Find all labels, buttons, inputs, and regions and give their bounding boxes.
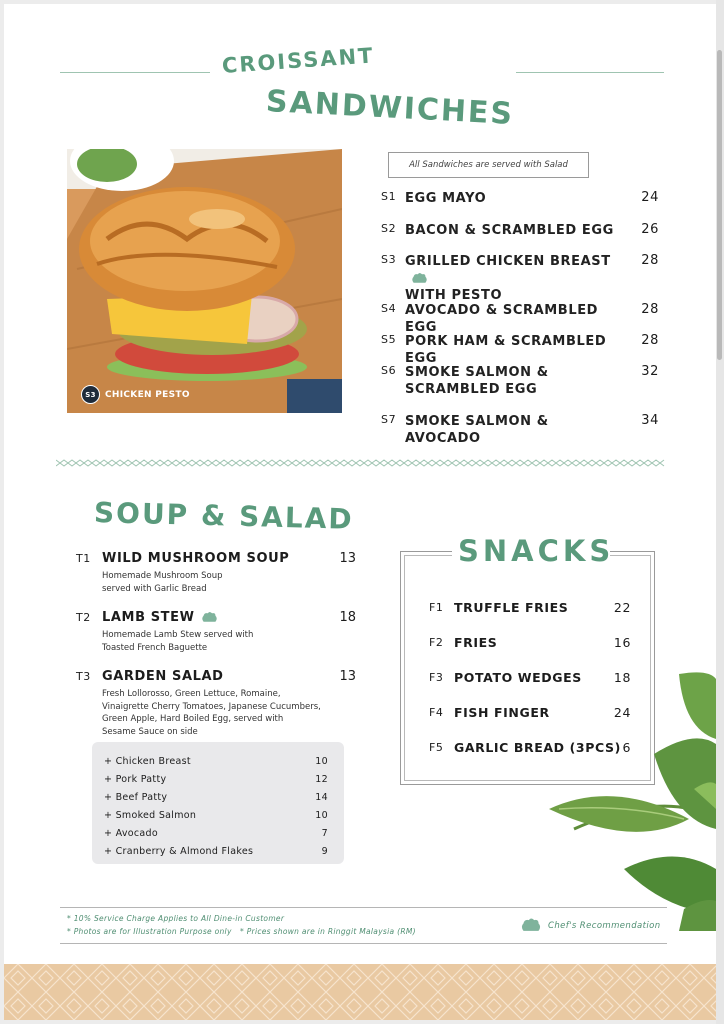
section-title-croissant: CROISSANT: [221, 43, 376, 78]
item-name: GARLIC BREAD (3PCS): [454, 740, 621, 755]
desc-line: served with Garlic Bread: [102, 583, 207, 594]
item-name: WILD MUSHROOM SOUP: [102, 551, 290, 566]
item-price: 28: [641, 333, 659, 348]
salad-note: All Sandwiches are served with Salad: [388, 152, 589, 178]
item-code: F5: [429, 741, 444, 754]
desc-line: Homemade Lamb Stew served with: [102, 630, 254, 640]
item-price: 32: [641, 364, 659, 379]
item-description: [102, 629, 337, 654]
footer-photo-note: * Photos are for Illustration Purpose only: [67, 927, 232, 936]
menu-item-s4: [381, 302, 659, 335]
menu-item-s2: [381, 222, 659, 240]
addon-name: + Smoked Salmon: [104, 810, 197, 821]
menu-item-t3: [76, 669, 356, 741]
addon-item: [104, 774, 328, 785]
item-price: 26: [641, 222, 659, 237]
menu-page: [4, 4, 716, 1020]
menu-item-f2: [429, 635, 631, 653]
item-description: [102, 688, 352, 738]
item-price: 24: [613, 705, 631, 720]
footer-rule-bottom: [60, 943, 667, 944]
chef-hat-icon: [201, 611, 218, 624]
addon-price: 14: [315, 792, 328, 803]
footer-currency-note: * Prices shown are in Ringgit Malaysia (RM): [240, 927, 416, 936]
item-name: GARDEN SALAD: [102, 669, 224, 684]
item-name: SMOKE SALMON & AVOCADO: [405, 414, 549, 446]
item-name: AVOCADO & SCRAMBLED EGG: [405, 303, 599, 335]
section-title-soup-salad: SOUP & SALAD: [93, 496, 355, 536]
item-name: FISH FINGER: [454, 705, 550, 720]
addon-price: 12: [315, 774, 328, 785]
menu-item-t2: [76, 610, 356, 656]
menu-item-s3: [381, 253, 659, 303]
item-name: TRUFFLE FRIES: [454, 600, 569, 615]
addon-name: + Cranberry & Almond Flakes: [104, 846, 254, 857]
item-name: EGG MAYO: [405, 191, 487, 206]
item-code: S7: [381, 413, 397, 426]
croissant-sandwich-illustration: [67, 149, 342, 413]
item-code: S1: [381, 190, 397, 203]
item-price: 28: [641, 253, 659, 268]
addon-price: 10: [315, 756, 328, 767]
addon-item: [104, 828, 328, 839]
item-name: [405, 253, 625, 304]
desc-line: Toasted French Baguette: [102, 642, 208, 653]
vertical-scrollbar[interactable]: [716, 0, 724, 1024]
title-rule-left: [60, 72, 210, 73]
item-price: 28: [641, 302, 659, 317]
footer-rule-top: [60, 907, 667, 908]
title-rule-right: [516, 72, 664, 73]
item-price: 13: [339, 551, 356, 566]
leaf-plant-icon: [544, 669, 716, 931]
item-code: T1: [76, 552, 91, 565]
item-name-text: LAMB STEW: [102, 610, 195, 625]
item-code: F3: [429, 671, 444, 684]
addon-item: [104, 792, 328, 803]
addon-price: 9: [321, 846, 328, 857]
item-price: 24: [641, 190, 659, 205]
photo-caption-text: CHICKEN PESTO: [105, 389, 190, 400]
chef-recommendation-legend: [520, 918, 660, 933]
item-code: T3: [76, 670, 91, 683]
item-name: [405, 364, 625, 398]
addon-name: + Chicken Breast: [104, 756, 191, 767]
section-title-snacks: SNACKS: [458, 534, 615, 568]
item-price: 18: [613, 670, 631, 685]
item-price: 13: [339, 669, 356, 684]
desc-line: Green Apple, Hard Boiled Egg, served with: [102, 714, 284, 724]
item-name-line1: GRILLED CHICKEN BREAST: [405, 254, 611, 269]
item-price: 16: [613, 635, 631, 650]
menu-item-s6: [381, 364, 659, 398]
item-name: [102, 610, 218, 625]
item-name-line2: SCRAMBLED EGG: [405, 382, 538, 397]
item-code: S2: [381, 222, 397, 235]
item-name-line2: WITH PESTO: [405, 288, 503, 303]
scrollbar-thumb[interactable]: [717, 50, 722, 360]
item-code: S4: [381, 302, 397, 315]
zigzag-divider: [56, 458, 668, 468]
menu-item-s7: [381, 413, 659, 446]
item-code: S3: [381, 253, 397, 266]
salad-addons-box: [92, 742, 344, 864]
item-name: POTATO WEDGES: [454, 670, 582, 685]
chef-hat-icon: [411, 272, 428, 285]
menu-item-f1: [429, 600, 631, 618]
addon-price: 7: [321, 828, 328, 839]
menu-item-t1: [76, 551, 356, 597]
photo-caption: [81, 385, 190, 404]
chef-recommendation-label: Chef's Recommendation: [548, 920, 661, 931]
item-price: 22: [613, 600, 631, 615]
item-name-line1: SMOKE SALMON &: [405, 365, 549, 380]
item-name: FRIES: [454, 635, 498, 650]
chef-hat-icon: [520, 918, 542, 933]
addon-name: + Pork Patty: [104, 774, 167, 785]
addon-name: + Beef Patty: [104, 792, 168, 803]
menu-item-s5: [381, 333, 659, 366]
addon-item: [104, 756, 328, 767]
footer-service-charge: * 10% Service Charge Applies to All Dine-in Customer: [67, 914, 285, 923]
photo-caption-badge: S3: [81, 385, 100, 404]
item-name: PORK HAM & SCRAMBLED EGG: [405, 334, 607, 366]
addon-item: [104, 810, 328, 821]
addon-item: [104, 846, 328, 857]
item-code: F2: [429, 636, 444, 649]
section-title-sandwiches: SANDWICHES: [265, 84, 515, 132]
menu-item-s1: [381, 190, 659, 208]
item-price: 6: [622, 740, 631, 755]
item-price: 18: [339, 610, 356, 625]
item-code: S5: [381, 333, 397, 346]
footer-pattern: [4, 964, 716, 1020]
item-code: F1: [429, 601, 444, 614]
item-code: F4: [429, 706, 444, 719]
desc-line: Homemade Mushroom Soup: [102, 571, 223, 581]
item-code: T2: [76, 611, 91, 624]
desc-line: Fresh Lollorosso, Green Lettuce, Romaine,: [102, 689, 281, 699]
item-code: S6: [381, 364, 397, 377]
addon-price: 10: [315, 810, 328, 821]
item-name: BACON & SCRAMBLED EGG: [405, 223, 614, 238]
sandwich-photo: [67, 149, 342, 413]
item-price: 34: [641, 413, 659, 428]
desc-line: Sesame Sauce on side: [102, 726, 198, 737]
desc-line: Vinaigrette Cherry Tomatoes, Japanese Cucumbers,: [102, 701, 321, 712]
addon-name: + Avocado: [104, 828, 158, 839]
item-description: [102, 570, 337, 595]
